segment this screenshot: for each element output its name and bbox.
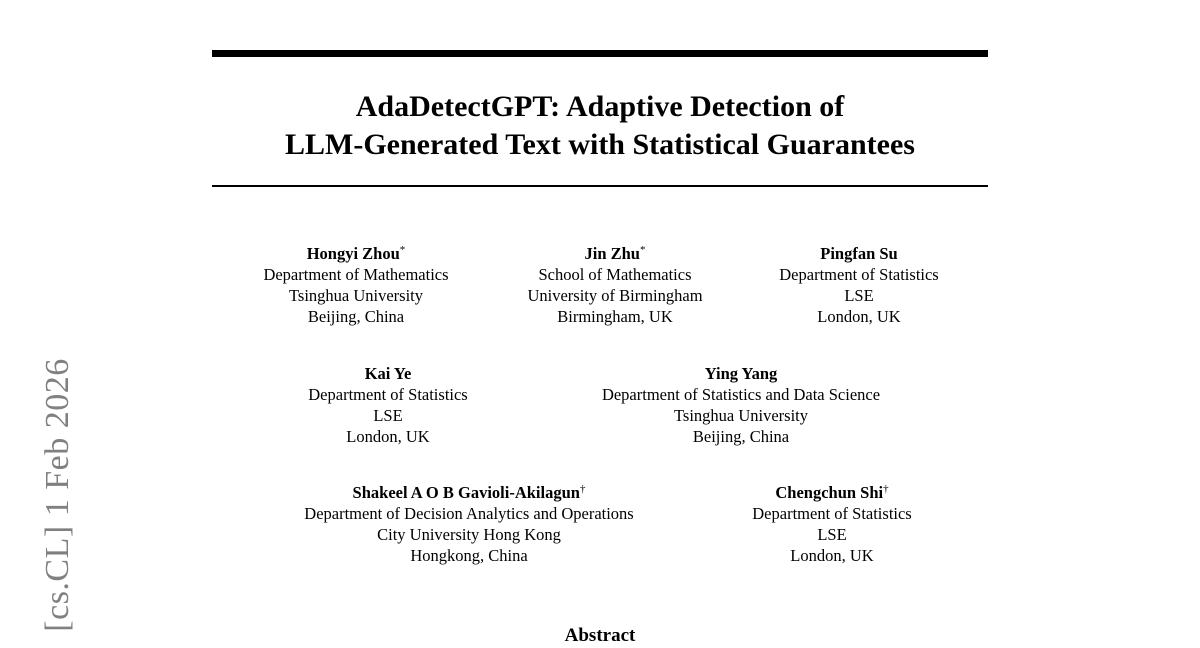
abstract-heading: Abstract [564,625,636,646]
author-affiliation: Department of Statistics and Data Science [601,385,881,404]
author-affiliation: School of Mathematics [538,265,692,284]
author-affiliation: Department of Mathematics [263,265,449,284]
author-institution: City University Hong Kong [377,525,561,544]
author-name: Ying Yang [704,364,778,383]
author-location: London, UK [817,307,901,326]
author-location: London, UK [346,427,430,446]
author-affiliation: Department of Statistics [308,385,468,404]
author-location: Hongkong, China [410,546,528,565]
paper-title [212,88,988,164]
author-name: Kai Ye [364,364,412,383]
author-name: Shakeel A O B Gavioli-Akilagun [352,483,580,502]
author-institution: LSE [373,406,403,425]
author-block [602,363,880,447]
author-name: Jin Zhu [584,244,640,263]
author-location: London, UK [790,546,874,565]
author-name: Pingfan Su [820,244,898,263]
author-location: Beijing, China [692,427,790,446]
title-line-2: LLM-Generated Text with Statistical Guarantees [285,128,915,161]
top-thick-rule [212,50,988,57]
title-bottom-rule [212,185,988,187]
author-mark: * [639,244,646,256]
author-block [779,243,938,327]
arxiv-side-stamp: [cs.CL] 1 Feb 2026 [39,358,76,632]
title-line-1: AdaDetectGPT: Adaptive Detection of [355,90,845,123]
author-affiliation: Department of Statistics [752,504,912,523]
author-block [263,243,448,327]
author-mark: † [579,483,586,495]
author-mark: † [883,483,889,495]
author-institution: University of Birmingham [527,286,703,305]
author-block [527,243,702,327]
author-institution: LSE [844,286,874,305]
author-institution: Tsinghua University [288,286,424,305]
author-name: Hongyi Zhou [306,244,400,263]
author-institution: Tsinghua University [673,406,809,425]
author-institution: LSE [817,525,847,544]
author-name: Chengchun Shi [775,483,884,502]
author-block [752,482,911,566]
author-affiliation: Department of Decision Analytics and Operations [304,504,634,523]
author-location: Beijing, China [307,307,405,326]
author-affiliation: Department of Statistics [779,265,939,284]
author-block [308,363,467,447]
author-mark: * [399,244,406,256]
author-block [304,482,633,566]
author-location: Birmingham, UK [557,307,673,326]
